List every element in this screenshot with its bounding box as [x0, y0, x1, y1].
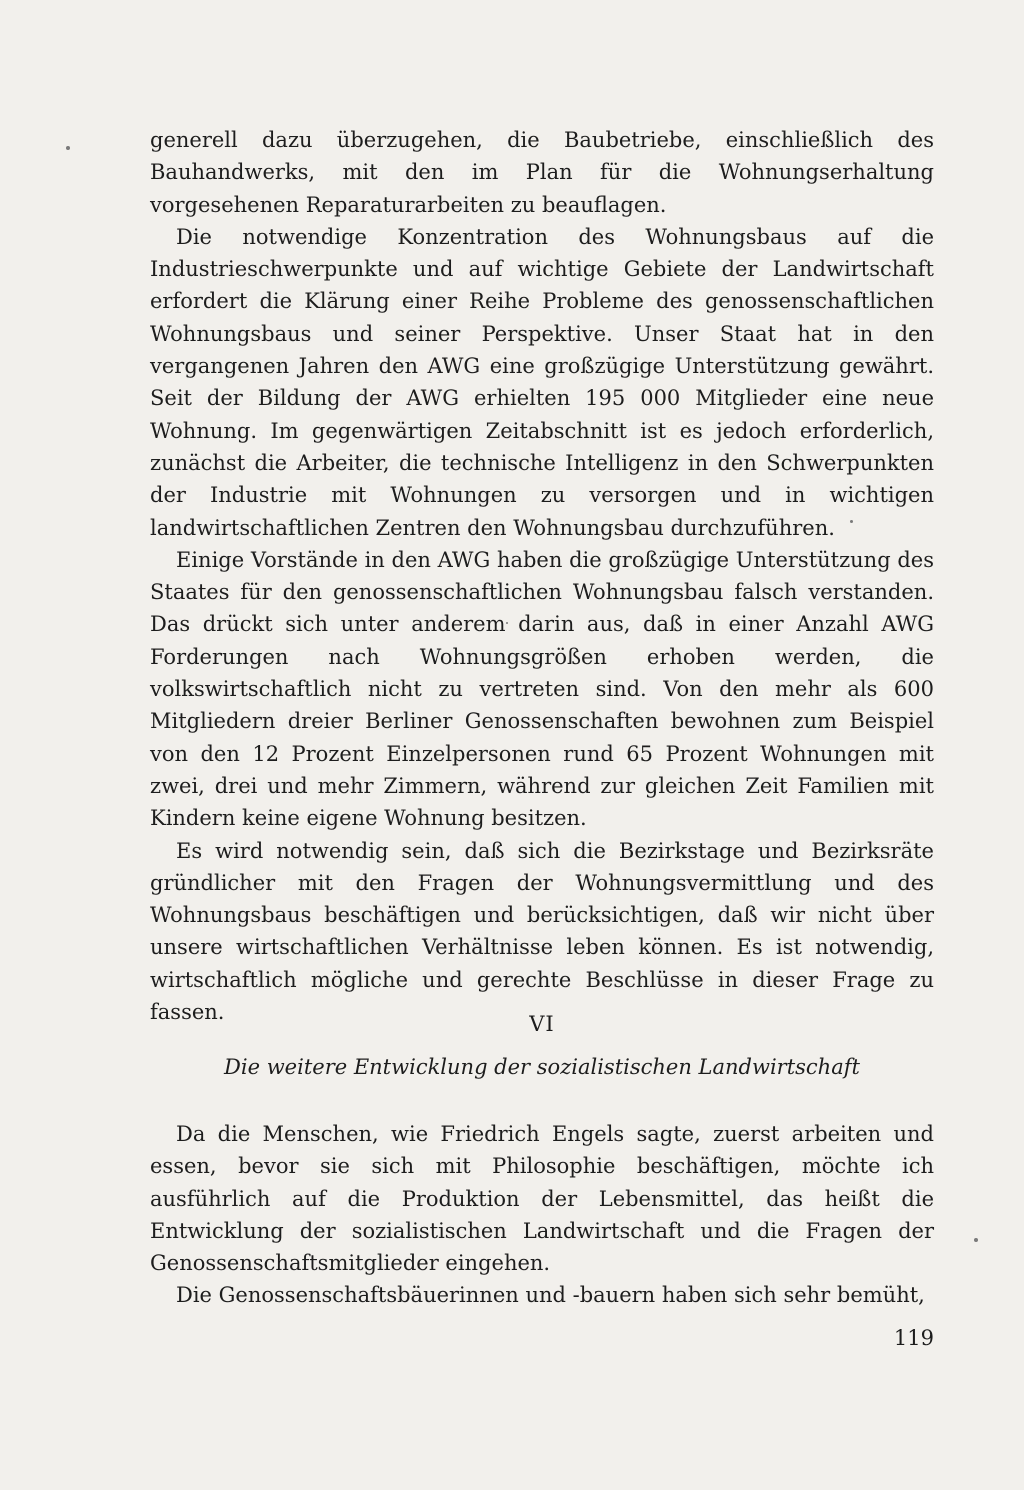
section-number: VI	[529, 1012, 555, 1036]
paragraph-awg-boards: Einige Vorstände in den AWG haben die großzügige Unterstützung des Staates für den genossenschaftlichen Wohnungsbau falsch verstanden. Das drückt sich unter anderem darin aus, daß in einer Anzahl AWG Forderungen nach Wohnungsgrößen erhoben werden, die volkswirtschaftlich nicht zu vertreten sind. Von den mehr als 600 Mitgliedern dreier Berliner Genossenschaften bewohnen zum Beispiel von den 12 Prozent Einzelpersonen rund 65 Prozent Wohnungen mit zwei, drei und mehr Zimmern, während zur gleichen Zeit Familien mit Kindern keine eigene Wohnung besitzen.	[150, 547, 934, 831]
paragraph-bezirkstage: Es wird notwendig sein, daß sich die Bezirkstage und Bezirksräte gründlicher mit den Fragen der Wohnungsvermittlung und des Wohnungsbaus beschäftigen und berücksichtigen, daß wir nicht über unsere wirtschaftlichen Verhältnisse leben können. Es ist notwendig, wirtschaftlich mögliche und gerechte Beschlüsse in dieser Frage zu fassen.	[150, 838, 934, 1025]
page-number: 119	[893, 1326, 934, 1350]
paragraph-awg-concentration: Die notwendige Konzentration des Wohnungsbaus auf die Industrieschwerpunkte und auf wichtige Gebiete der Landwirtschaft erfordert die Klärung einer Reihe Probleme des genossenschaftlichen Wohnungsbaus und seiner Perspektive. Unser Staat hat in den vergangenen Jahren den AWG eine großzügige Unterstützung gewährt. Seit der Bildung der AWG erhielten 195 000 Mitglieder eine neue Wohnung. Im gegenwärtigen Zeitabschnitt ist es jedoch erforderlich, zunächst die Arbeiter, die technische Intelligenz in den Schwerpunkten der Industrie mit Wohnungen zu versorgen und in wichtigen landwirtschaftlichen Zentren den Wohnungsbau durchzuführen.	[150, 224, 934, 540]
body-text-bottom	[150, 1118, 934, 1312]
paragraph-engels: Da die Menschen, wie Friedrich Engels sagte, zuerst arbeiten und essen, bevor sie sich mit Philosophie beschäftigen, möchte ich ausführlich auf die Produktion der Lebensmittel, das heißt die Entwicklung der sozialistischen Landwirtschaft und die Fragen der Genossenschaftsmitglieder eingehen.	[150, 1122, 934, 1276]
paragraph-continuation: generell dazu überzugehen, die Baubetriebe, einschließlich des Bauhandwerks, mit den im Plan für die Wohnungserhaltung vorgesehenen Reparaturarbeiten zu beauflagen.	[150, 128, 934, 217]
paragraph-genossenschaft: Die Genossenschaftsbäuerinnen und -bauern haben sich sehr bemüht,	[176, 1283, 925, 1308]
scan-speck	[66, 146, 70, 150]
section-title: Die weitere Entwicklung der sozialistischen Landwirtschaft	[224, 1055, 860, 1079]
scan-speck	[974, 1238, 978, 1242]
body-text-top	[150, 124, 934, 1028]
